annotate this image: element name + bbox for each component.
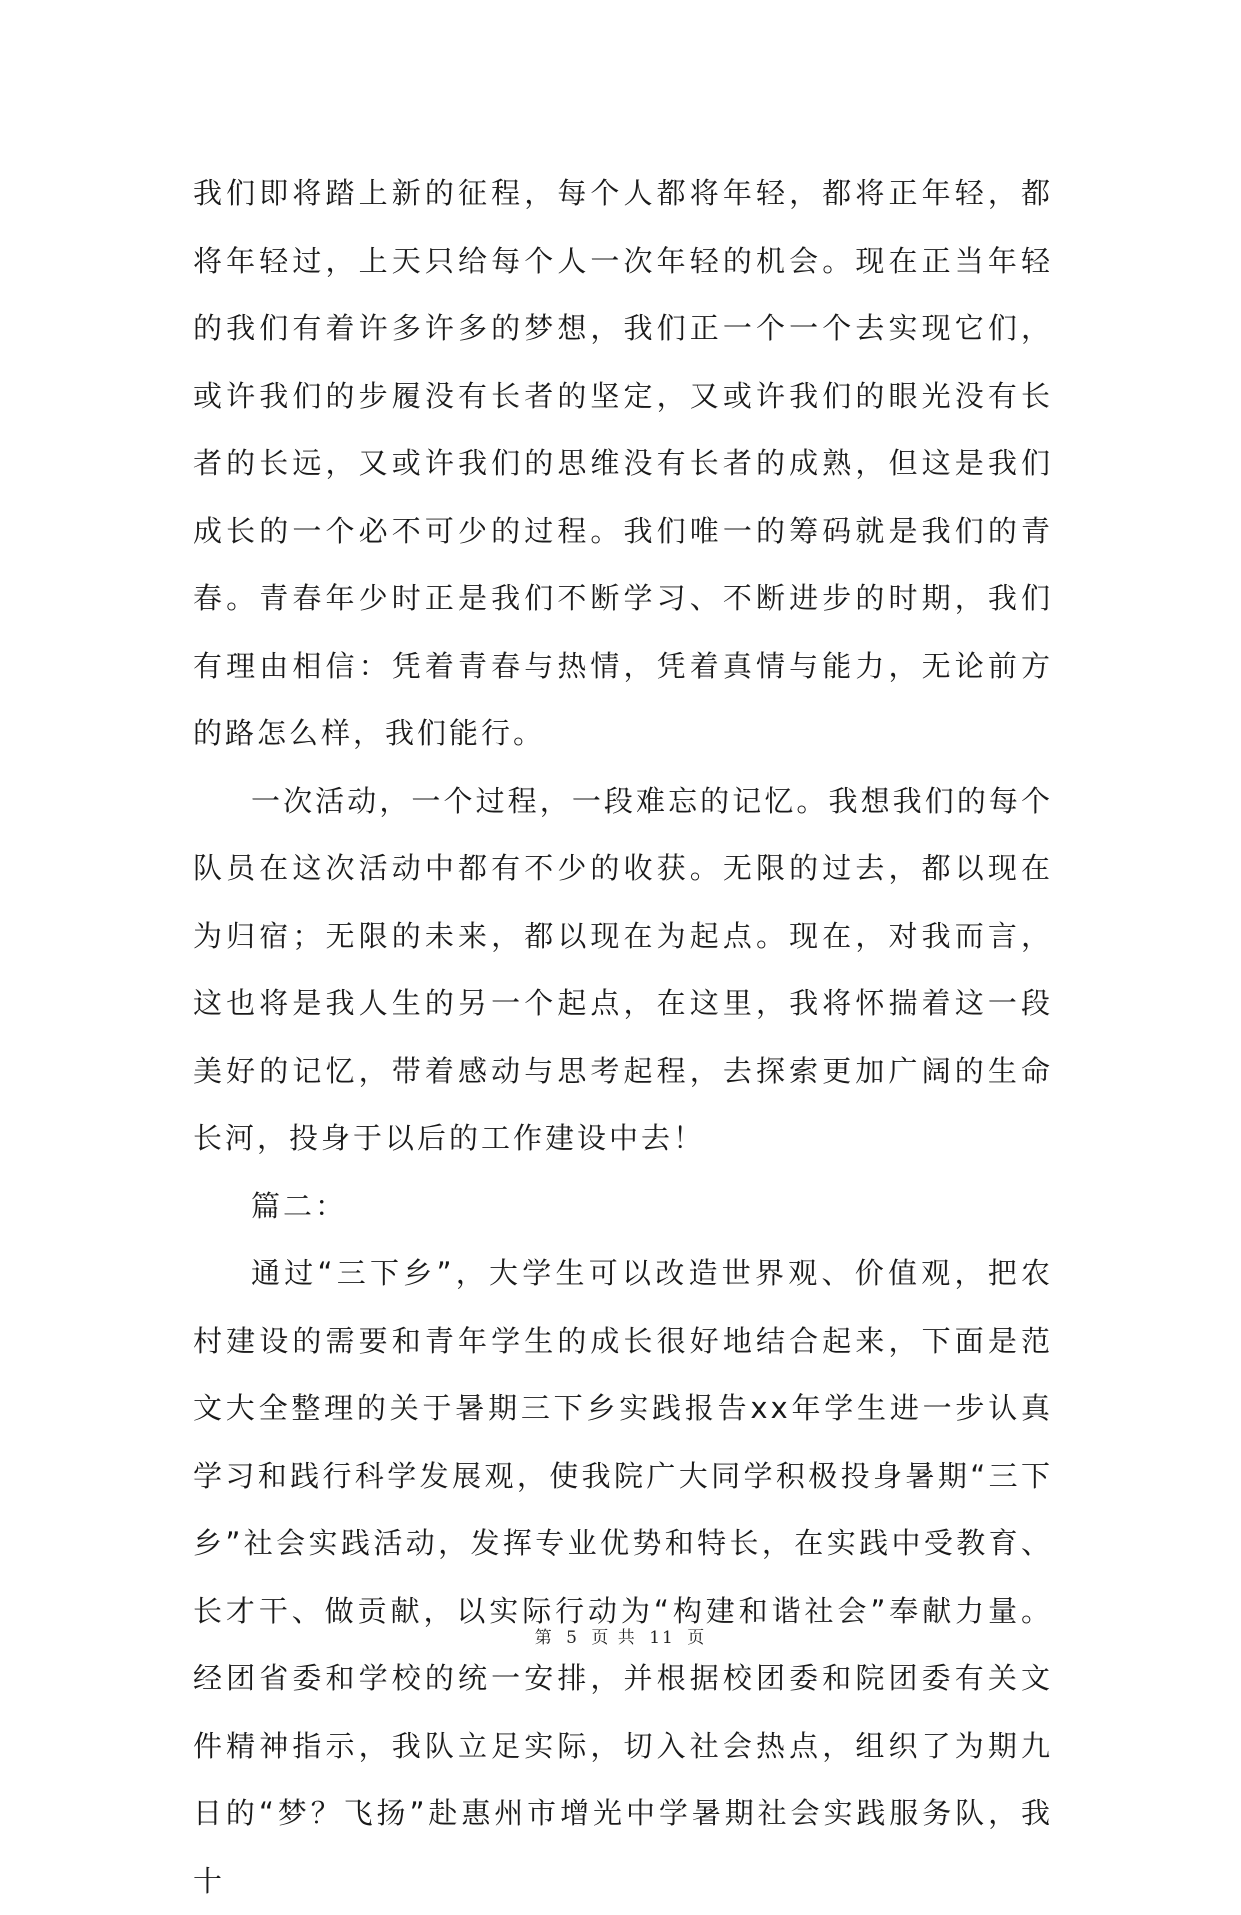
paragraph-3: 通过“三下乡”，大学生可以改造世界观、价值观，把农村建设的需要和青年学生的成长很好地结合起来，下面是范文大全整理的关于暑期三下乡实践报告xx年学生进一步认真学习和践行科学发展观，使我院广大同学积极投身暑期“三下乡”社会实践活动，发挥专业优势和特长，在实践中受教育、长才干、做贡献，以实际行动为“构建和谐社会”奉献力量。经团省委和学校的统一安排，并根据校团委和院团委有关文件精神指示，我队立足实际，切入社会热点，组织了为期九日的“梦？飞扬”赴惠州市增光中学暑期社会实践服务队，我十 xyxy=(193,1256,1053,1898)
paragraph-1: 我们即将踏上新的征程，每个人都将年轻，都将正年轻，都将年轻过，上天只给每个人一次年轻的机会。现在正当年轻的我们有着许多许多的梦想，我们正一个一个去实现它们，或许我们的步履没有长者的坚定，又或许我们的眼光没有长者的长远，又或许我们的思维没有长者的成熟，但这是我们成长的一个必不可少的过程。我们唯一的筹码就是我们的青春。青春年少时正是我们不断学习、不断进步的时期，我们有理由相信：凭着青春与热情，凭着真情与能力，无论前方的路怎么样，我们能行。 xyxy=(193,176,1053,750)
paragraph-2: 一次活动，一个过程，一段难忘的记忆。我想我们的每个队员在这次活动中都有不少的收获。无限的过去，都以现在为归宿；无限的未来，都以现在为起点。现在，对我而言，这也将是我人生的另一个起点，在这里，我将怀揣着这一段美好的记忆，带着感动与思考起程，去探索更加广阔的生命长河，投身于以后的工作建设中去！ xyxy=(193,783,1053,1155)
current-page-number: 5 xyxy=(566,1628,579,1648)
total-pages-number: 11 xyxy=(649,1628,675,1648)
footer-prefix: 第 xyxy=(534,1628,554,1648)
page-footer xyxy=(0,1623,1241,1648)
footer-middle: 页 共 xyxy=(591,1628,637,1648)
footer-suffix: 页 xyxy=(687,1628,707,1648)
document-body xyxy=(193,160,1053,1915)
section-heading-part-two: 篇二： xyxy=(251,1188,348,1223)
